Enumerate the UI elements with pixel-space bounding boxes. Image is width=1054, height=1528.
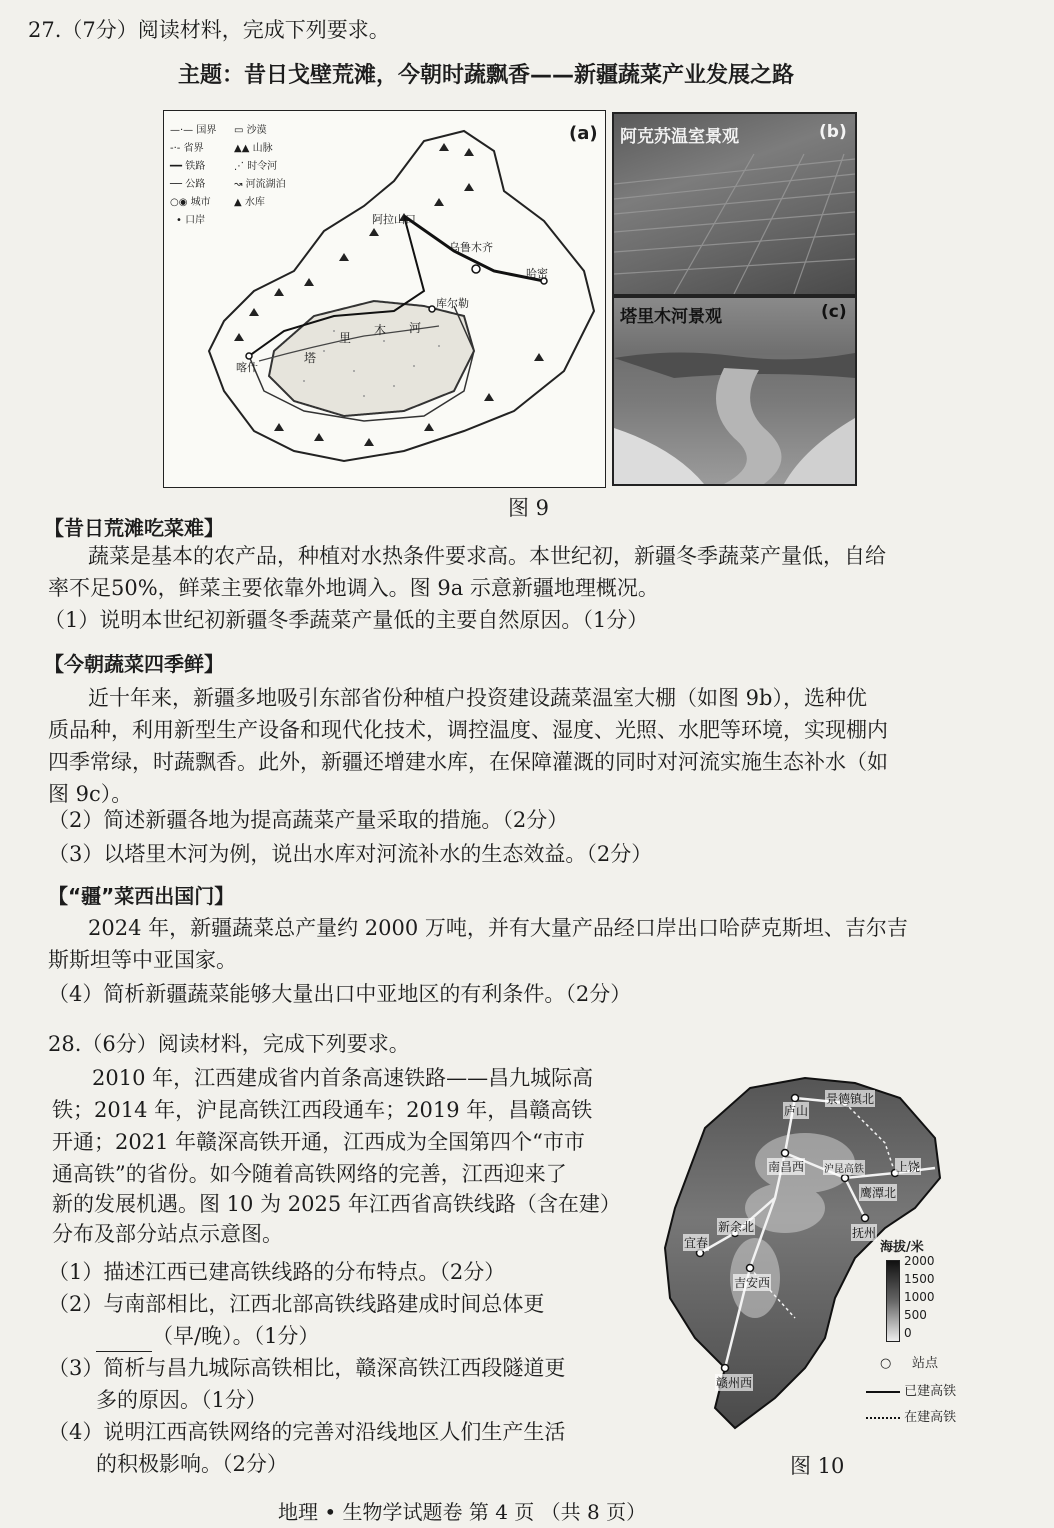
legend-label: 时令河 xyxy=(247,161,278,172)
river-label-3: 木 xyxy=(374,323,387,337)
legend-station xyxy=(880,1352,938,1371)
q28-question-3-line-1: （3）简析与昌九城际高铁相比，赣深高铁江西段隧道更 xyxy=(48,1356,566,1380)
station-ganzhou-west: 赣州西 xyxy=(716,1376,753,1390)
figure-9c-photo xyxy=(612,296,857,486)
figure-9a-map: (a) —·— 国界 ▭ 沙漠 -·- 省界 ▲▲ 山脉 ━━ 铁路 ⋰ 时令河 ── 公路 ↝ 河流湖泊 ○◉ 城市 ▲ 水库 • 口岸 阿拉山口 乌鲁木齐 哈密 库尔勒 喀什 塔 里 木 河 xyxy=(163,110,606,488)
q28-question-4-line-2: 的积极影响。（2分） xyxy=(96,1452,288,1476)
fig-9a-tag: (a) xyxy=(569,123,598,144)
section-title-2: 【今朝蔬菜四季鲜】 xyxy=(44,652,224,676)
q27-question-1: （1）说明本世纪初新疆冬季蔬菜产量低的主要自然原因。（1分） xyxy=(44,608,649,632)
page-footer: 地理 • 生物学试题卷 第 4 页 （共 8 页） xyxy=(278,1500,647,1524)
station-icon: ○ xyxy=(880,1356,892,1371)
q28-para-line-5: 新的发展机遇。图 10 为 2025 年江西省高铁线路（含在建） xyxy=(52,1192,621,1216)
legend-label: 山脉 xyxy=(252,143,273,154)
figure-10-legend xyxy=(880,1236,990,1436)
legend-label: 国界 xyxy=(196,125,217,136)
q28-question-2-line-1: （2）与南部相比，江西北部高铁线路建成时间总体更 xyxy=(48,1292,545,1316)
elevation-tick: 1000 xyxy=(904,1290,935,1304)
q28-question-4-line-1: （4）说明江西高铁网络的完善对沿线地区人们生产生活 xyxy=(48,1420,566,1444)
river-label-4: 河 xyxy=(409,321,422,335)
sec2-line-3: 四季常绿，时蔬飘香。此外，新疆还增建水库，在保障灌溉的同时对河流实施生态补水（如 xyxy=(48,750,888,774)
station-yingtan-north: 鹰潭北 xyxy=(860,1186,897,1200)
legend-label: 沙漠 xyxy=(246,125,267,136)
q28-question-3-line-2: 多的原因。（1分） xyxy=(96,1388,267,1412)
legend-label: 省界 xyxy=(183,143,204,154)
station-nanchang-west: 南昌西 xyxy=(768,1160,805,1174)
legend-label: 河流湖泊 xyxy=(245,179,286,190)
q28-question-1: （1）描述江西已建高铁线路的分布特点。（2分） xyxy=(48,1260,506,1284)
station-fuzhou: 抚州 xyxy=(852,1226,877,1240)
built-rail-line-icon xyxy=(866,1391,900,1393)
place-hami: 哈密 xyxy=(526,267,548,280)
legend-label: 铁路 xyxy=(185,161,206,172)
legend-built-rail xyxy=(866,1380,956,1399)
elevation-tick: 1500 xyxy=(904,1272,935,1286)
line-hukun: 沪昆高铁 xyxy=(823,1160,865,1175)
fig-9c-label: 塔里木河景观 xyxy=(620,307,722,327)
q28-heading: 28.（6分）阅读材料，完成下列要求。 xyxy=(48,1032,410,1056)
elevation-legend-title: 海拔/米 xyxy=(880,1240,924,1255)
planned-rail-line-icon xyxy=(866,1417,900,1419)
answer-blank[interactable] xyxy=(96,1331,152,1352)
sec2-line-1: 近十年来，新疆多地吸引东部省份种植户投资建设蔬菜温室大棚（如图 9b），选种优 xyxy=(88,686,867,710)
legend-planned-rail-label: 在建高铁 xyxy=(904,1410,957,1425)
sec2-line-2: 质品种，利用新型生产设备和现代化技术，调控温度、湿度、光照、水肥等环境，实现棚内 xyxy=(48,718,888,742)
q28-q2-suffix: （早/晚）。（1分） xyxy=(152,1324,320,1348)
sec3-line-1: 2024 年，新疆蔬菜总产量约 2000 万吨，并有大量产品经口岸出口哈萨克斯坦、吉尔吉 xyxy=(88,916,908,940)
q28-para-line-2: 铁；2014 年，沪昆高铁江西段通车；2019 年，昌赣高铁 xyxy=(52,1098,593,1122)
elevation-tick: 0 xyxy=(904,1326,912,1340)
sec1-line-1: 蔬菜是基本的农产品，种植对水热条件要求高。本世纪初，新疆冬季蔬菜产量低，自给 xyxy=(88,544,886,568)
q28-para-line-4: 通高铁”的省份。如今随着高铁网络的完善，江西迎来了 xyxy=(52,1162,567,1186)
station-jingdezhen-north: 景德镇北 xyxy=(826,1092,875,1106)
elevation-tick: 500 xyxy=(904,1308,927,1322)
figure-10-caption: 图 10 xyxy=(790,1454,845,1478)
q28-para-line-3: 开通；2021 年赣深高铁开通，江西成为全国第四个“市市 xyxy=(52,1130,585,1154)
river-label-2: 里 xyxy=(339,331,352,345)
q28-question-2-line-2 xyxy=(96,1320,319,1352)
legend-planned-rail xyxy=(866,1406,956,1425)
fig-9b-tag: (b) xyxy=(819,122,847,142)
place-urumqi: 乌鲁木齐 xyxy=(449,241,493,254)
station-lushan: 庐山 xyxy=(784,1104,809,1118)
sec2-line-4: 图 9c）。 xyxy=(48,782,133,806)
legend-label: 水库 xyxy=(244,197,265,208)
elevation-tick: 2000 xyxy=(904,1254,935,1268)
station-jian-west: 吉安西 xyxy=(734,1276,771,1290)
q27-question-4: （4）简析新疆蔬菜能够大量出口中亚地区的有利条件。（2分） xyxy=(48,982,632,1006)
elevation-color-bar xyxy=(886,1260,900,1342)
section-title-3: 【“疆”菜西出国门】 xyxy=(48,884,235,908)
place-korla: 库尔勒 xyxy=(436,297,469,310)
legend-label: 城市 xyxy=(190,197,211,208)
q27-theme: 主题：昔日戈壁荒滩，今朝时蔬飘香——新疆蔬菜产业发展之路 xyxy=(178,63,795,88)
legend-label: 口岸 xyxy=(185,215,206,226)
legend-built-rail-label: 已建高铁 xyxy=(904,1384,957,1399)
xinjiang-map-drawing xyxy=(164,111,605,487)
legend-station-label: 站点 xyxy=(912,1356,939,1371)
station-shangrao: 上饶 xyxy=(896,1160,921,1174)
station-xinyu-north: 新余北 xyxy=(718,1220,755,1234)
station-yichun: 宜春 xyxy=(684,1236,709,1250)
q27-question-2: （2）简述新疆各地为提高蔬菜产量采取的措施。（2分） xyxy=(48,808,569,832)
fig-9c-tag: (c) xyxy=(821,302,847,322)
section-title-1: 【昔日荒滩吃菜难】 xyxy=(44,516,224,540)
q27-question-3: （3）以塔里木河为例，说出水库对河流补水的生态效益。（2分） xyxy=(48,842,653,866)
figure-9b-photo xyxy=(612,112,857,296)
place-alashankou: 阿拉山口 xyxy=(372,213,416,226)
sec1-line-2: 率不足50%，鲜菜主要依靠外地调入。图 9a 示意新疆地理概况。 xyxy=(48,576,659,600)
q27-heading: 27.（7分）阅读材料，完成下列要求。 xyxy=(28,18,390,42)
sec3-line-2: 斯斯坦等中亚国家。 xyxy=(48,948,237,972)
fig-9b-label: 阿克苏温室景观 xyxy=(620,127,739,147)
q28-para-line-1: 2010 年，江西建成省内首条高速铁路——昌九城际高 xyxy=(92,1066,594,1090)
place-kashgar: 喀什 xyxy=(236,361,258,374)
figure-9-caption: 图 9 xyxy=(508,496,550,520)
q28-para-line-6: 分布及部分站点示意图。 xyxy=(52,1222,283,1246)
river-label-1: 塔 xyxy=(304,351,317,365)
legend-label: 公路 xyxy=(185,179,206,190)
